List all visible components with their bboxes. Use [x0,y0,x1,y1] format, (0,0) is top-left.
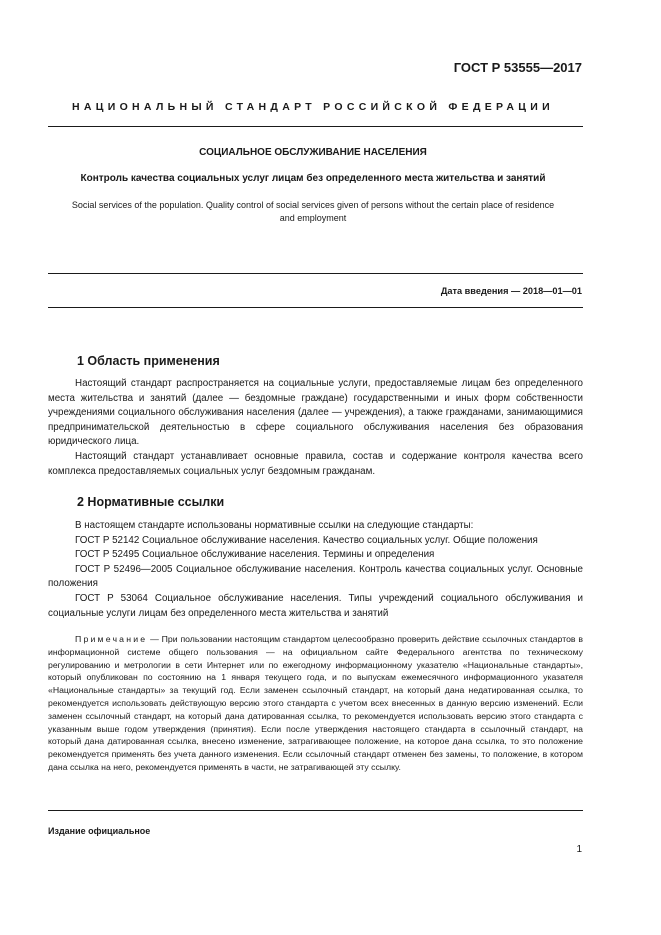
normative-reference: ГОСТ Р 52496—2005 Социальное обслуживание населения. Контроль качества социальных услуг. Основные положения [48,563,583,590]
note-text: — При пользовании настоящим стандартом целесообразно проверить действие ссылочных стандартов в информационной системе общего пользования — на официальном сайте Федерального агентства по техническому регулированию и метрологии в сети Интернет или по ежегодному информационному указателю «Национальные стандарты», который опубликован по состоянию на 1 января текущего года, и по выпускам ежемесячного информационного указателя «Национальные стандарты» за текущий год. Если заменен ссылочный стандарт, на который дана недатированная ссылка, то рекомендуется использовать действующую версию этого стандарта с учетом всех внесенных в данную версию изменений. Если заменен ссылочный стандарт, на который дана датированная ссылка, то рекомендуется использовать версию этого стандарта с указанным выше годом утверждения (принятия). Если после утверждения настоящего стандарта в ссылочный стандарт, на который дана датированная ссылка, внесено изменение, затрагивающее положение, на которое дана ссылка, то это положение рекомендуется применять без учета данного изменения. Если ссылочный стандарт отменен без замены, то положение, в котором дана ссылка на него, рекомендуется применять в части, не затрагивающей эту ссылку. [48,634,583,772]
section-2-paragraph: В настоящем стандарте использованы нормативные ссылки на следующие стандарты: [75,520,474,531]
section-1-body [48,377,583,479]
normative-reference: ГОСТ Р 52142 Социальное обслуживание населения. Качество социальных услуг. Общие положения [75,534,538,546]
standard-number: ГОСТ Р 53555—2017 [453,60,582,75]
section-2-body [48,519,583,621]
section-2-heading: 2 Нормативные ссылки [77,495,225,509]
section-1-paragraph: Настоящий стандарт распространяется на социальные услуги, предоставляемые лицам без определенного места жительства и занятий (далее — бездомные граждане) государственными и иных форм собственности учреждениями социального обслуживания населения (далее — учреждения), а также гражданами, занимающимися предпринимательской деятельностью в сфере социального обслуживания населения без образования юридического лица. [48,378,583,448]
document-subtitle: Контроль качества социальных услуг лицам без определенного места жительства и занятий [80,173,546,184]
header-divider [48,126,583,127]
note-block [48,633,583,774]
official-edition-label: Издание официальное [48,826,151,836]
national-standard-heading: НАЦИОНАЛЬНЫЙ СТАНДАРТ РОССИЙСКОЙ ФЕДЕРАЦИИ [72,101,554,113]
note-label: Примечание [75,634,148,644]
normative-reference: ГОСТ Р 52495 Социальное обслуживание населения. Термины и определения [75,549,435,561]
introduction-date: Дата введения — 2018—01—01 [440,286,582,296]
title-divider [48,273,583,274]
english-title-line-1: Social services of the population. Quality control of social services given of persons without the certain place of residence [71,200,555,210]
date-divider [48,307,583,308]
section-1-heading: 1 Область применения [77,354,220,368]
footer-divider [48,810,583,811]
english-title [40,199,586,225]
document-title: СОЦИАЛЬНОЕ ОБСЛУЖИВАНИЕ НАСЕЛЕНИЯ [199,147,427,158]
page-number: 1 [576,844,582,855]
normative-reference: ГОСТ Р 53064 Социальное обслуживание населения. Типы учреждений социального обслуживания и социальные услуги лицам без определенного места жительства и занятий [48,592,583,619]
section-1-paragraph: Настоящий стандарт устанавливает основные правила, состав и содержание контроля качества всего комплекса предоставляемых социальных услуг бездомным гражданам. [48,450,583,477]
english-title-line-2: and employment [279,213,347,223]
